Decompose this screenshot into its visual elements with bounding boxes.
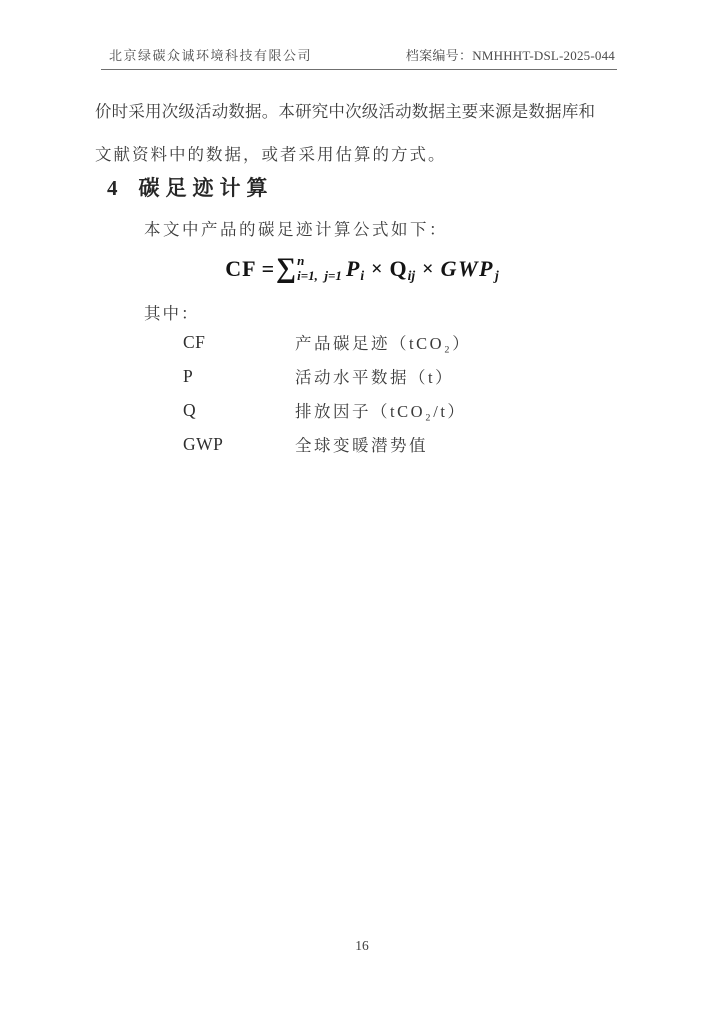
multiply-sign-2: × bbox=[422, 257, 434, 280]
section-number: 4 bbox=[107, 176, 118, 200]
carbon-footprint-formula bbox=[0, 246, 724, 292]
formula-intro: 本文中产品的碳足迹计算公式如下： bbox=[144, 220, 448, 239]
paragraph-line-1: 价时采用次级活动数据。本研究中次级活动数据主要来源是数据库和 bbox=[95, 102, 595, 121]
body-paragraph bbox=[95, 90, 595, 176]
term-gwp-subscript: j bbox=[494, 268, 499, 283]
definition-row-p bbox=[0, 359, 724, 393]
term-q-subscript: ij bbox=[407, 268, 416, 283]
sigma-upper-limit: n bbox=[297, 253, 305, 269]
sigma-symbol: ∑ bbox=[276, 253, 297, 284]
definition-row-gwp bbox=[0, 427, 724, 461]
definition-description: 排放因子（tCO₂/t） bbox=[295, 402, 467, 421]
term-gwp: GWP bbox=[440, 256, 494, 281]
definition-row-cf bbox=[0, 325, 724, 359]
definition-symbol: P bbox=[183, 365, 194, 386]
definition-description: 活动水平数据（t） bbox=[295, 368, 455, 387]
section-title: 碳足迹计算 bbox=[138, 176, 274, 200]
definition-symbol: Q bbox=[183, 399, 197, 420]
sigma-limits bbox=[297, 255, 342, 282]
paragraph-line-2: 文献资料中的数据，或者采用估算的方式。 bbox=[95, 145, 447, 164]
definition-description: 产品碳足迹（tCO₂） bbox=[295, 334, 472, 353]
sigma-lower-limit: i=1, j=1 bbox=[297, 268, 342, 283]
term-q: Q bbox=[389, 256, 407, 281]
section-heading bbox=[107, 172, 274, 202]
where-label: 其中： bbox=[144, 304, 200, 323]
formula-lhs: CF bbox=[225, 256, 257, 281]
definition-symbol: CF bbox=[183, 331, 206, 352]
formula-equals: = bbox=[261, 256, 275, 281]
archive-number bbox=[406, 45, 617, 64]
multiply-sign-1: × bbox=[371, 257, 383, 280]
archive-code: NMHHHT-DSL-2025-044 bbox=[472, 48, 615, 63]
term-p: P bbox=[345, 256, 360, 281]
definition-symbol: GWP bbox=[183, 433, 224, 454]
company-name: 北京绿碳众诚环境科技有限公司 bbox=[109, 48, 313, 63]
term-p-subscript: i bbox=[360, 268, 365, 283]
page-number: 16 bbox=[355, 938, 369, 953]
definition-row-q bbox=[0, 393, 724, 427]
symbol-definitions bbox=[0, 325, 724, 461]
page-header bbox=[101, 45, 617, 70]
definition-description: 全球变暖潜势值 bbox=[295, 436, 428, 455]
archive-label: 档案编号： bbox=[405, 48, 473, 63]
